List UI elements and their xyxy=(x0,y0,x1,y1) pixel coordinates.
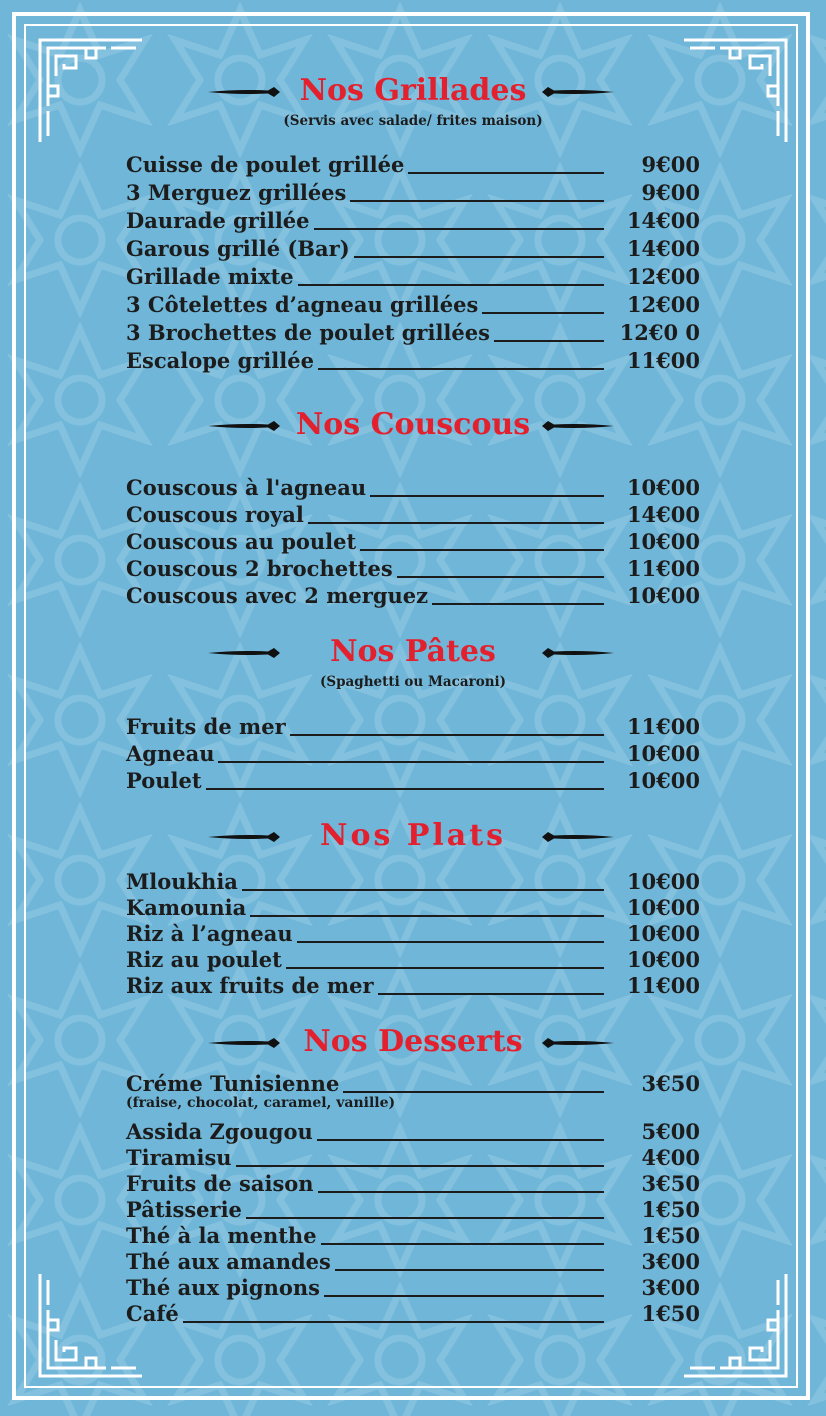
item-price: 10€00 xyxy=(626,583,700,608)
ornament-left-icon xyxy=(208,831,282,843)
leader-line xyxy=(242,889,604,891)
section-subtitle: (Servis avec salade/ frites maison) xyxy=(283,113,543,129)
item-price: 10€00 xyxy=(626,475,700,500)
menu-item xyxy=(126,947,700,975)
ornament-left-icon xyxy=(208,1037,282,1049)
menu-item xyxy=(126,236,700,264)
item-price: 12€00 xyxy=(626,264,700,289)
ornament-right-icon xyxy=(540,1037,614,1049)
menu-item xyxy=(126,1223,700,1251)
item-name: Créme Tunisienne xyxy=(126,1071,340,1096)
menu-item xyxy=(126,741,700,769)
menu-item xyxy=(126,1171,700,1199)
leader-line xyxy=(308,522,604,524)
menu-item xyxy=(126,348,700,376)
menu-item xyxy=(126,292,700,320)
item-price: 10€00 xyxy=(626,529,700,554)
item-price: 1€50 xyxy=(641,1223,700,1248)
menu-item xyxy=(126,208,700,236)
leader-line xyxy=(378,993,604,995)
menu-item xyxy=(126,556,700,584)
item-name: Couscous à l'agneau xyxy=(126,475,367,500)
menu-item xyxy=(126,921,700,949)
item-price: 12€00 xyxy=(626,292,700,317)
section-subtitle: (Spaghetti ou Macaroni) xyxy=(319,674,507,690)
item-price: 1€50 xyxy=(641,1197,700,1222)
menu-item xyxy=(126,1249,700,1277)
item-price: 12€0 0 xyxy=(619,320,700,345)
leader-line xyxy=(321,1243,604,1245)
item-name: Couscous 2 brochettes xyxy=(126,556,393,581)
menu-item xyxy=(126,1301,700,1329)
item-price: 10€00 xyxy=(626,947,700,972)
item-name: Daurade grillée xyxy=(126,208,310,233)
item-name: Escalope grillée xyxy=(126,348,314,373)
item-price: 14€00 xyxy=(626,208,700,233)
menu-item xyxy=(126,152,700,180)
ornament-right-icon xyxy=(540,647,614,659)
item-price: 10€00 xyxy=(626,895,700,920)
leader-line xyxy=(298,284,604,286)
item-name: Grillade mixte xyxy=(126,264,294,289)
menu-item xyxy=(126,1275,700,1303)
leader-line xyxy=(286,967,604,969)
item-price: 3€50 xyxy=(641,1071,700,1096)
leader-line xyxy=(206,788,604,790)
section-title: Nos Grillades xyxy=(299,73,527,108)
item-name: Mloukhia xyxy=(126,869,238,894)
item-name: Thé à la menthe xyxy=(126,1223,317,1248)
leader-line xyxy=(183,1321,604,1323)
item-name: Thé aux pignons xyxy=(126,1275,320,1300)
item-name: Riz aux fruits de mer xyxy=(126,973,374,998)
item-name: Assida Zgougou xyxy=(126,1119,313,1144)
menu-item xyxy=(126,973,700,1001)
item-note: (fraise, chocolat, caramel, vanille) xyxy=(126,1095,396,1111)
leader-line xyxy=(397,576,604,578)
item-price: 11€00 xyxy=(626,556,700,581)
menu-item xyxy=(126,583,700,611)
item-name: Pâtisserie xyxy=(126,1197,242,1222)
leader-line xyxy=(236,1165,604,1167)
item-name: Couscous royal xyxy=(126,502,304,527)
item-price: 10€00 xyxy=(626,921,700,946)
item-price: 10€00 xyxy=(626,768,700,793)
item-name: Kamounia xyxy=(126,895,247,920)
menu-item xyxy=(126,264,700,292)
leader-line xyxy=(350,200,604,202)
leader-line xyxy=(343,1091,604,1093)
leader-line xyxy=(482,312,604,314)
menu-item xyxy=(126,180,700,208)
menu-item xyxy=(126,768,700,796)
menu-item xyxy=(126,1197,700,1225)
leader-line xyxy=(354,256,604,258)
section-title: Nos Couscous xyxy=(295,407,531,442)
leader-line xyxy=(408,172,604,174)
item-price: 14€00 xyxy=(626,236,700,261)
item-price: 11€00 xyxy=(626,348,700,373)
menu-item xyxy=(126,1145,700,1173)
leader-line xyxy=(290,734,604,736)
leader-line xyxy=(317,1139,604,1141)
item-name: Garous grillé (Bar) xyxy=(126,236,350,261)
item-name: 3 Merguez grillées xyxy=(126,180,347,205)
item-name: Couscous avec 2 merguez xyxy=(126,583,429,608)
leader-line xyxy=(432,603,604,605)
leader-line xyxy=(324,1295,604,1297)
leader-line xyxy=(494,340,604,342)
item-name: Poulet xyxy=(126,768,202,793)
section-title: Nos Desserts xyxy=(303,1024,523,1059)
menu-item xyxy=(126,1119,700,1147)
menu-item xyxy=(126,869,700,897)
item-name: Riz au poulet xyxy=(126,947,282,972)
item-name: 3 Brochettes de poulet grillées xyxy=(126,320,490,345)
leader-line xyxy=(218,761,604,763)
item-name: Riz à l’agneau xyxy=(126,921,293,946)
ornament-right-icon xyxy=(540,420,614,432)
leader-line xyxy=(297,941,604,943)
item-price: 4€00 xyxy=(641,1145,700,1170)
section-title: Nos Plats xyxy=(320,818,506,853)
menu-item xyxy=(126,714,700,742)
item-name: Agneau xyxy=(126,741,215,766)
section-title: Nos Pâtes xyxy=(330,634,496,669)
leader-line xyxy=(360,549,604,551)
item-price: 3€00 xyxy=(641,1249,700,1274)
item-price: 11€00 xyxy=(626,714,700,739)
item-price: 11€00 xyxy=(626,973,700,998)
ornament-left-icon xyxy=(208,647,282,659)
item-price: 5€00 xyxy=(641,1119,700,1144)
item-price: 14€00 xyxy=(626,502,700,527)
item-price: 10€00 xyxy=(626,741,700,766)
leader-line xyxy=(250,915,604,917)
leader-line xyxy=(314,228,604,230)
item-name: Couscous au poulet xyxy=(126,529,357,554)
item-price: 3€00 xyxy=(641,1275,700,1300)
item-name: Fruits de mer xyxy=(126,714,286,739)
leader-line xyxy=(318,1191,604,1193)
item-name: Tiramisu xyxy=(126,1145,232,1170)
leader-line xyxy=(318,368,604,370)
item-name: Fruits de saison xyxy=(126,1171,314,1196)
ornament-left-icon xyxy=(208,420,282,432)
leader-line xyxy=(335,1269,604,1271)
menu-item xyxy=(126,320,700,348)
menu-item xyxy=(126,895,700,923)
item-name: 3 Côtelettes d’agneau grillées xyxy=(126,292,479,317)
ornament-right-icon xyxy=(540,831,614,843)
menu-item xyxy=(126,502,700,530)
item-name: Thé aux amandes xyxy=(126,1249,331,1274)
leader-line xyxy=(246,1217,604,1219)
item-price: 10€00 xyxy=(626,869,700,894)
ornament-right-icon xyxy=(540,86,614,98)
leader-line xyxy=(370,495,604,497)
ornament-left-icon xyxy=(208,86,282,98)
item-price: 9€00 xyxy=(641,152,700,177)
menu-item xyxy=(126,529,700,557)
item-name: Cuisse de poulet grillée xyxy=(126,152,405,177)
item-price: 3€50 xyxy=(641,1171,700,1196)
item-price: 1€50 xyxy=(641,1301,700,1326)
menu-item xyxy=(126,475,700,503)
item-price: 9€00 xyxy=(641,180,700,205)
item-name: Café xyxy=(126,1301,179,1326)
